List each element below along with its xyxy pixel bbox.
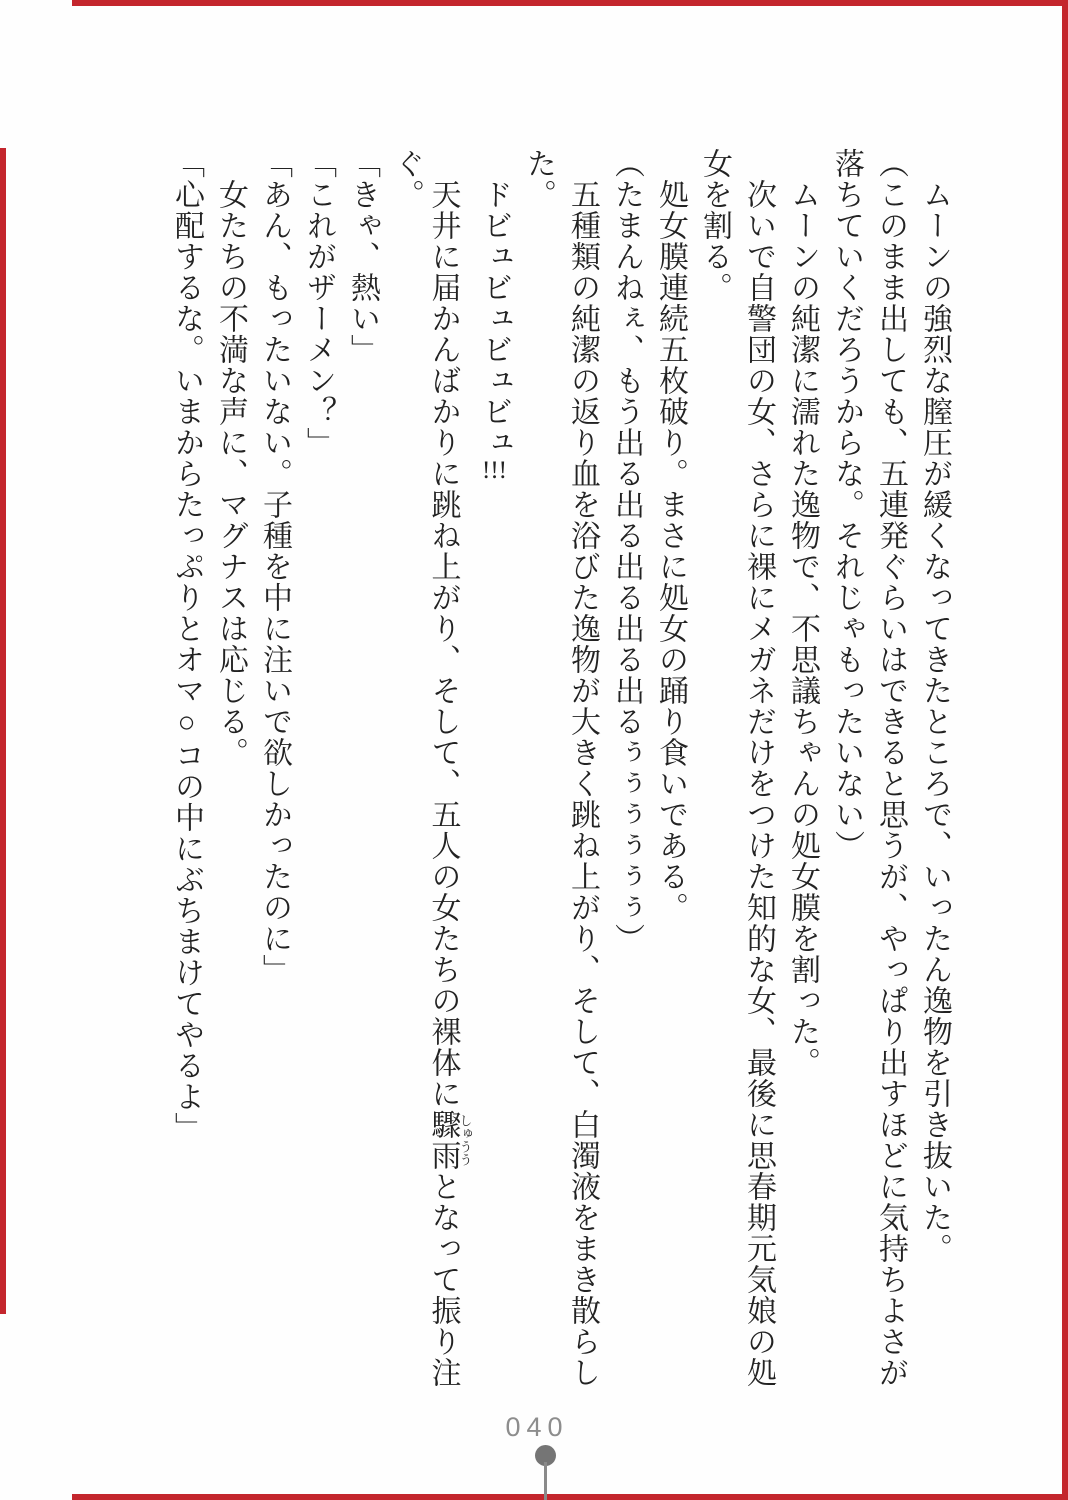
page-number: 040 [505, 1412, 569, 1442]
text-column: 次いで自警団の女、さらに裸にメガネだけをつけた知的な女、最後に思春期元気娘の処 [742, 148, 775, 1388]
text-column: ムーンの純潔に濡れた逸物で、不思議ちゃんの処女膜を割った。 [786, 148, 819, 1078]
text-column [428, 148, 472, 1396]
text-segment: となって振り注 [426, 1171, 460, 1388]
text-block [164, 148, 956, 1396]
text-column: た。 [522, 148, 555, 210]
exclamation-cluster: !!! [482, 458, 507, 483]
text-column: 女たちの不満な声に、マグナスは応じる。 [214, 148, 247, 768]
text-column: 「きゃ、熱い」 [346, 148, 379, 365]
ruby-reading: しゅうう [457, 1109, 473, 1171]
text-column: （たまんねぇ、もう出る出る出る出る出るぅぅぅぅぅぅ） [610, 148, 643, 954]
text-column: 女を割る。 [698, 148, 731, 303]
text-column: ムーンの強烈な膣圧が緩くなってきたところで、いったん逸物を引き抜いた。 [918, 148, 951, 1264]
text-column: （このまま出しても、五連発ぐらいはできると思うが、やっぱり出すほどに気持ちよさが [874, 148, 907, 1388]
furigana-ruby [426, 1109, 473, 1171]
page-edge-red-top [72, 0, 1068, 6]
text-column: ぐ。 [390, 148, 423, 210]
text-column: 「あん、もったいない。子種を中に注いで欲しかったのに」 [258, 148, 291, 985]
text-column: 処女膜連続五枚破り。まさに処女の踊り食いである。 [654, 148, 687, 923]
ruby-base: 驟雨 [426, 1109, 460, 1171]
sfx-text: ドビュビュビュビュ [478, 148, 511, 458]
text-column-sfx [472, 148, 516, 1396]
text-column: 五種類の純潔の返り血を浴びた逸物が大きく跳ね上がり、そして、白濁液をまき散らし [566, 148, 599, 1388]
text-column: 落ちていくだろうからな。それじゃもったいない） [830, 148, 863, 861]
page-edge-red-left [0, 148, 6, 1314]
text-column: 「心配するな。いまからたっぷりとオマ○コの中にぶちまけてやるよ」 [170, 148, 203, 1143]
text-segment: 天井に届かんばかりに跳ね上がり、そして、五人の女たちの裸体に [426, 148, 460, 1109]
text-column: 「これがザーメン？」 [302, 148, 335, 458]
page-edge-red-bottom [72, 1494, 1068, 1500]
page-edge-red-right [1062, 0, 1068, 1500]
page-marker-line [544, 1462, 547, 1500]
